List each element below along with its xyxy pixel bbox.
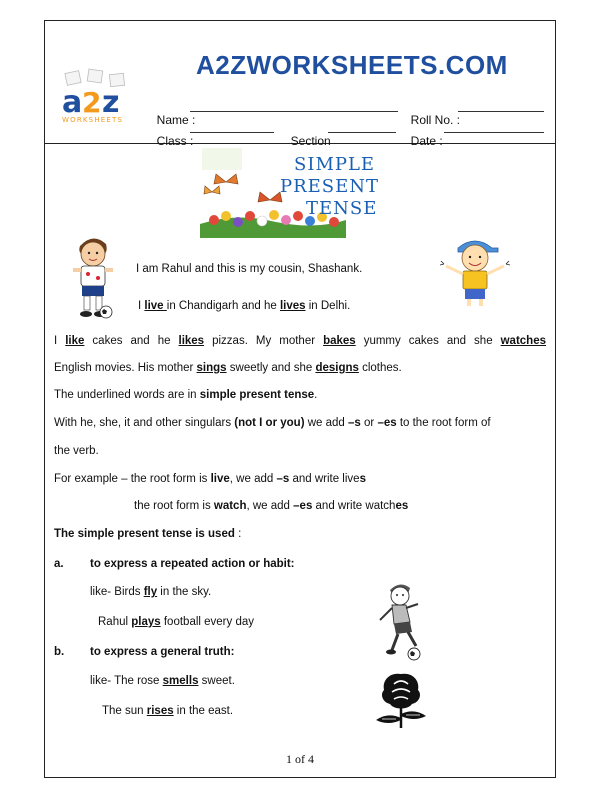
suffix-es: –es [377,417,397,429]
butterfly-icon [204,186,220,194]
text: With he, she, it and other singulars [54,417,235,429]
banner-line-1: SIMPLE [294,154,376,175]
text: in the east. [173,705,234,717]
verb-bakes: bakes [323,335,356,347]
date-label: Date : [410,134,443,148]
football-player-illustration [372,580,434,662]
example-live [54,473,366,485]
usage-heading [54,528,241,540]
text: Rahul [98,616,132,628]
root-watch: watch [213,500,247,512]
class-label: Class : [156,134,194,148]
word: mother [279,335,316,347]
banner-line-3: TENSE [306,198,378,219]
item-a-example-1 [90,586,211,598]
text: : [234,528,242,540]
verb-like: like [65,335,85,347]
svg-text:a: a [62,85,83,120]
roll-label: Roll No. : [410,113,461,127]
section-field[interactable] [328,132,396,133]
site-title: A2ZWORKSHEETS.COM [196,50,508,80]
intro-line-2 [138,300,350,312]
word: he [157,335,171,347]
item-b-example-2 [102,705,233,717]
word: and [446,335,467,347]
text: The underlined words are in [54,389,200,401]
intro-line-1: I am Rahul and this is my cousin, Shashank. [136,263,363,275]
verb-lives: lives [279,300,306,312]
rahul-boy-illustration [68,232,118,324]
butterfly-icon [214,174,238,184]
intro-text: in Chandigarh and he [166,300,280,312]
banner-line-2: PRESENT [280,176,380,197]
text: to the root form of [396,417,491,429]
word: and [130,335,150,347]
suffix-s: –s [276,473,290,485]
word: she [474,335,493,347]
text: the root form is [134,500,214,512]
verb-likes: likes [178,335,205,347]
item-a-example-2 [98,616,254,628]
item-b-example-1 [90,675,235,687]
text: sweet. [198,675,235,687]
text: , we add [246,500,294,512]
text: or [360,417,378,429]
verb-live: live [144,300,167,312]
shashank-boy-illustration [440,236,510,308]
page-number: 1 of 4 [286,752,314,766]
svg-text:z: z [102,85,120,120]
item-b-marker: b. [54,646,65,658]
word: My [255,335,272,347]
intro-text: in Delhi. [305,300,351,312]
roll-number-field[interactable] [458,111,544,112]
class-field[interactable] [190,132,274,133]
term-simple-present-tense: simple present tense [199,389,315,401]
suffix-s: –s [348,417,361,429]
text: football every day [160,616,255,628]
verb-sings: sings [196,362,227,374]
name-label: Name : [156,113,196,127]
example-watch [134,500,408,512]
text: The sun [102,705,147,717]
intro-text: I [138,300,145,312]
verb-smells: smells [162,675,199,687]
text: and write watch [312,500,396,512]
usage-title: The simple present tense is used [54,528,235,540]
text: clothes. [358,362,402,374]
verb-rises: rises [146,705,174,717]
suffix-es: es [395,500,409,512]
paragraph-3-line-1 [54,417,491,429]
text: , we add [229,473,277,485]
item-b-heading: to express a general truth: [90,646,235,658]
date-field[interactable] [444,132,544,133]
section-label: Section [290,134,331,148]
word: cakes [92,335,123,347]
text: For example – the root form is [54,473,211,485]
word: cakes [408,335,439,347]
word: pizzas. [212,335,248,347]
word: yummy [363,335,401,347]
svg-text:2: 2 [82,86,102,119]
simple-present-tense-banner [196,142,392,242]
a2z-logo [58,68,136,130]
text: and write live [289,473,360,485]
text: like- Birds [90,586,144,598]
text: we add [304,417,349,429]
logo-caption: WORKSHEETS [62,116,124,124]
text: . [314,389,318,401]
suffix-es: –es [293,500,313,512]
suffix-s: s [359,473,366,485]
paragraph-2 [54,389,317,401]
root-live: live [210,473,230,485]
paragraph-1-line-1 [54,335,546,347]
item-a-heading: to express a repeated action or habit: [90,558,295,570]
text: English movies. His mother [54,362,197,374]
text: in the sky. [157,586,212,598]
verb-designs: designs [315,362,359,374]
note-not-i-or-you: (not I or you) [234,417,305,429]
verb-plays: plays [131,616,161,628]
butterfly-icon [258,192,282,202]
text: sweetly and she [226,362,316,374]
verb-fly: fly [143,586,158,598]
verb-watches: watches [500,335,546,347]
word: I [54,335,58,347]
paragraph-1-line-2 [54,362,402,374]
name-field[interactable] [190,111,398,112]
item-a-marker: a. [54,558,64,570]
text: like- The rose [90,675,163,687]
rose-icon [370,668,432,730]
paragraph-3-line-2: the verb. [54,445,99,457]
